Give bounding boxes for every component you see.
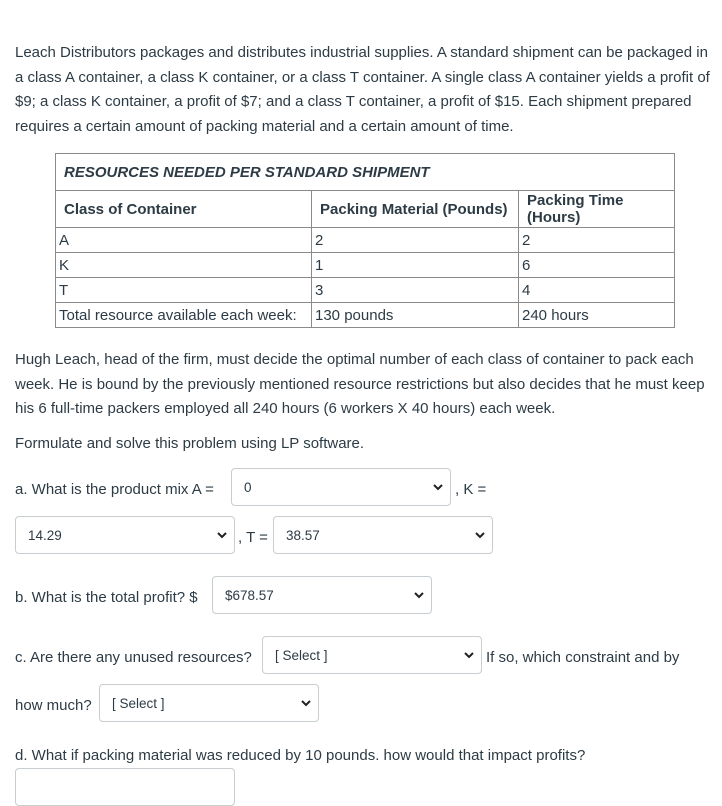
header-class: Class of Container — [56, 191, 312, 228]
answer-t-select[interactable] — [273, 516, 493, 554]
answer-k-value: 14.29 — [28, 527, 62, 543]
cell-material: 130 pounds — [312, 303, 519, 328]
chevron-down-icon — [300, 697, 312, 709]
cell-time: 240 hours — [519, 303, 675, 328]
question-c-label: c. Are there any unused resources? — [15, 649, 252, 666]
cell-time: 6 — [519, 253, 675, 278]
answer-c-value: [ Select ] — [275, 647, 328, 663]
header-time: Packing Time (Hours) — [519, 191, 675, 228]
t-label: , T = — [238, 529, 268, 546]
cell-class: A — [56, 228, 312, 253]
question-c-suffix: If so, which constraint and by — [486, 649, 680, 666]
cell-class: K — [56, 253, 312, 278]
answer-t-value: 38.57 — [286, 527, 320, 543]
chevron-down-icon — [216, 529, 228, 541]
question-b-label: b. What is the total profit? $ — [15, 589, 198, 606]
answer-c-select[interactable] — [262, 636, 482, 674]
intro-paragraph: Leach Distributors packages and distributes industrial supplies. A standard shipment can be packaged in a class A container, a class K container, or a class T container. A single class A container yields a profit of $9; a class K container, a profit of $7; and a class T container, a profit of $15. Each shipment prepared requires a certain amount of packing material and a certain amount of time. — [15, 44, 710, 135]
answer-a-value: 0 — [244, 479, 252, 495]
question-c-label-2: how much? — [15, 697, 92, 714]
chevron-down-icon — [463, 649, 475, 661]
answer-k-select[interactable] — [15, 516, 235, 554]
chevron-down-icon — [432, 481, 444, 493]
question-a-label: a. What is the product mix A = — [15, 481, 214, 498]
answer-b-select[interactable] — [212, 576, 432, 614]
cell-time: 2 — [519, 228, 675, 253]
cell-class: T — [56, 278, 312, 303]
question-d-label: d. What if packing material was reduced by 10 pounds. how would that impact profits? — [15, 747, 586, 764]
table-row — [56, 228, 675, 253]
table-row — [56, 303, 675, 328]
scenario-paragraph: Hugh Leach, head of the firm, must decide the optimal number of each class of container to pack each week. He is bound by the previously mentioned resource restrictions but also decides that he must keep his 6 full-time packers employed all 240 hours (6 workers X 40 hours) each week. — [15, 351, 705, 417]
answer-d-select[interactable] — [15, 768, 235, 806]
resources-table — [55, 153, 675, 328]
k-label: , K = — [455, 481, 487, 498]
table-title: RESOURCES NEEDED PER STANDARD SHIPMENT — [56, 154, 675, 191]
answer-a-select[interactable] — [231, 468, 451, 506]
cell-time: 4 — [519, 278, 675, 303]
cell-material: 2 — [312, 228, 519, 253]
cell-class: Total resource available each week: — [56, 303, 312, 328]
answer-c2-value: [ Select ] — [112, 695, 165, 711]
chevron-down-icon — [474, 529, 486, 541]
answer-b-value: $678.57 — [225, 587, 274, 603]
header-material: Packing Material (Pounds) — [312, 191, 519, 228]
cell-material: 3 — [312, 278, 519, 303]
cell-material: 1 — [312, 253, 519, 278]
answer-c2-select[interactable] — [99, 684, 319, 722]
instruction-paragraph: Formulate and solve this problem using LP software. — [15, 435, 365, 452]
table-row — [56, 253, 675, 278]
table-row — [56, 278, 675, 303]
chevron-down-icon — [413, 589, 425, 601]
